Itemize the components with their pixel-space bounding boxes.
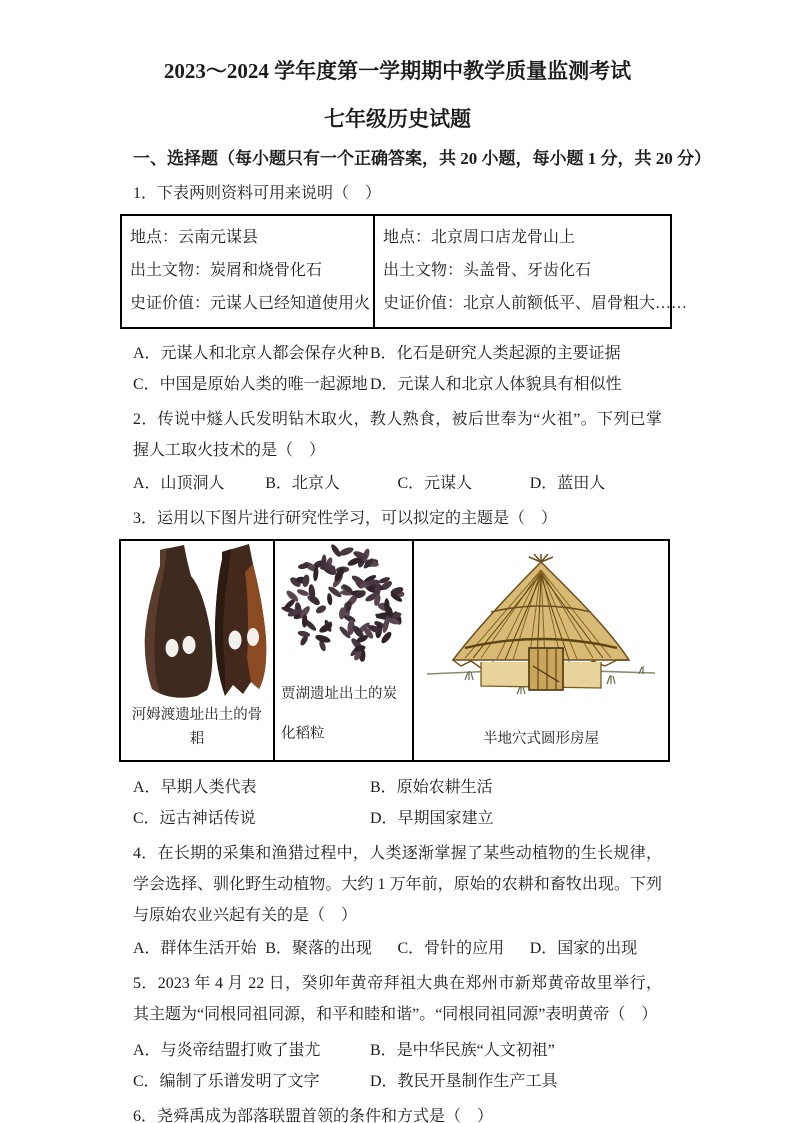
- table-line: 史证价值：元谋人已经知道使用火: [130, 295, 371, 312]
- question-5-option-a: A．与炎帝结盟打败了蚩尤: [133, 1042, 321, 1059]
- question-2: [133, 404, 662, 499]
- question-2-stem: 2．传说中燧人氏发明钻木取火，教人熟食，被后世奉为“火祖”。下列已掌握人工取火技术的是（ ）: [133, 411, 662, 459]
- question-1-option-d: D．元谋人和北京人体貌具有相似性: [370, 376, 622, 393]
- exam-title: 2023～2024 学年度第一学期期中教学质量监测考试: [163, 59, 632, 83]
- question-1-option-c: C．中国是原始人类的唯一起源地: [133, 376, 368, 393]
- table-line: 出土文物：头盖骨、牙齿化石: [383, 262, 592, 279]
- table-line: 出土文物：炭屑和烧骨化石: [130, 262, 323, 279]
- section-heading: 一、选择题（每小题只有一个正确答案，共 20 小题，每小题 1 分，共 20 分）: [133, 149, 711, 168]
- question-2-option-b: B．北京人: [265, 475, 340, 492]
- question-5-option-c: C．编制了乐谱发明了文字: [133, 1073, 320, 1090]
- question-3-option-d: D．早期国家建立: [370, 810, 494, 827]
- question-2-option-d: D．蓝田人: [529, 475, 606, 492]
- question-4-stem: 4．在长期的采集和渔猎过程中，人类逐渐掌握了某些动植物的生长规律，学会选择、驯化野生动植物。大约 1 万年前，原始的农耕和畜牧出现。下列与原始农业兴起有关的是（ ）: [133, 845, 662, 924]
- evidence-table: [120, 214, 688, 329]
- figure-cell-round-house: [414, 541, 668, 760]
- question-4: [133, 838, 662, 964]
- evidence-table-cell-yuanmou: [121, 215, 374, 328]
- evidence-table-cell-peking: [374, 215, 688, 328]
- figure-cell-bone-spades: [121, 541, 275, 760]
- question-4-options: [133, 933, 662, 964]
- table-line: 史证价值：北京人前额低平、眉骨粗大……: [383, 295, 688, 312]
- question-5-option-b: B．是中华民族“人文初祖”: [370, 1042, 555, 1059]
- question-6-stem: 6．尧舜禹成为部落联盟首领的条件和方式是（ ）: [133, 1108, 494, 1123]
- question-4-option-d: D．国家的出现: [529, 940, 638, 957]
- question-5: [133, 968, 662, 1097]
- question-3-stem: 3．运用以下图片进行研究性学习，可以拟定的主题是（ ）: [133, 510, 558, 527]
- question-2-option-a: A．山顶洞人: [133, 475, 225, 492]
- question-4-option-c: C．骨针的应用: [397, 940, 505, 957]
- table-line: 地点：云南元谋县: [130, 229, 259, 246]
- question-2-option-c: C．元谋人: [397, 475, 473, 492]
- question-3-option-a: A．早期人类代表: [133, 779, 257, 796]
- figure-caption-bone-spades: 河姆渡遗址出土的骨耜: [131, 707, 263, 747]
- table-line: 地点：北京周口店龙骨山上: [383, 229, 576, 246]
- question-1: [130, 178, 688, 400]
- question-5-stem: 5．2023 年 4 月 22 日，癸卯年黄帝拜祖大典在郑州市新郑黄帝故里举行，其主题为“同根同祖同源，和平和睦和谐”。“同根同祖同源”表明黄帝（ ）: [133, 975, 662, 1023]
- question-1-stem: 1．下表两则资料可用来说明（ ）: [133, 185, 382, 202]
- question-3: [133, 503, 662, 834]
- question-1-option-b: B．化石是研究人类起源的主要证据: [370, 345, 621, 362]
- question-3-option-c: C．远古神话传说: [133, 810, 256, 827]
- exam-content: [130, 56, 711, 1123]
- question-6: [133, 1101, 662, 1123]
- bone-spades-image: [121, 541, 273, 703]
- question-1-option-a: A．元谋人和北京人都会保存火种: [133, 345, 369, 362]
- round-thatched-house-image: [414, 541, 668, 727]
- question-5-option-d: D．教民开垦制作生产工具: [370, 1073, 558, 1090]
- question-2-options: [133, 468, 662, 499]
- exam-subtitle: 七年级历史试题: [324, 107, 471, 131]
- question-4-option-b: B．聚落的出现: [265, 940, 372, 957]
- figure-caption-round-house: 半地穴式圆形房屋: [483, 731, 599, 747]
- carbonized-rice-grains-image: [275, 541, 412, 674]
- question-5-options: [133, 1035, 662, 1097]
- question-3-options: [133, 772, 662, 834]
- figure-cell-rice-grains: [275, 541, 414, 760]
- figure-caption-rice-grains: 贾湖遗址出土的炭化稻粒: [281, 686, 397, 742]
- question-1-options: [133, 338, 662, 400]
- question-3-option-b: B．原始农耕生活: [370, 779, 493, 796]
- question-4-option-a: A．群体生活开始: [133, 940, 257, 957]
- figure-table: [119, 539, 670, 762]
